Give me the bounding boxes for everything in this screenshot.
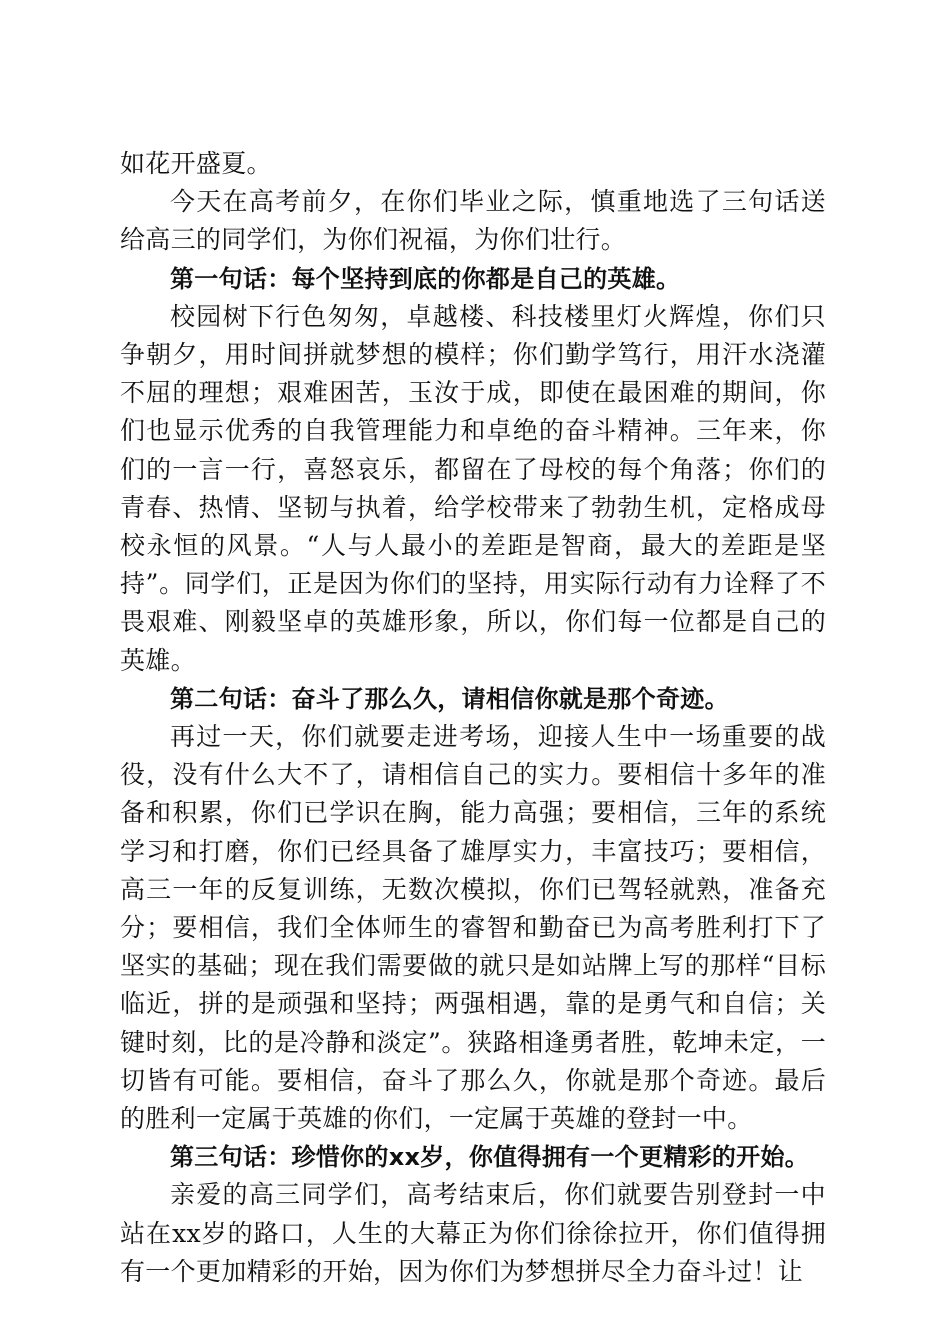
paragraph-intro: 今天在高考前夕，在你们毕业之际，慎重地选了三句话送给高三的同学们，为你们祝福，为你们壮行。 <box>120 187 826 255</box>
document-body <box>120 145 826 1291</box>
heading-second-sentence: 第二句话：奋斗了那么久，请相信你就是那个奇迹。 <box>170 684 729 713</box>
heading-third-sentence: 第三句话：珍惜你的xx岁，你值得拥有一个更精彩的开始。 <box>170 1143 810 1172</box>
paragraph-second-body: 再过一天，你们就要走进考场，迎接人生中一场重要的战役，没有什么大不了，请相信自己的实力。要相信十多年的准备和积累，你们已学识在胸，能力高强；要相信，三年的系统学习和打磨，你们已经具备了雄厚实力，丰富技巧；要相信，高三一年的反复训练，无数次模拟，你们已驾轻就熟，准备充分；要相信，我们全体师生的睿智和勤奋已为高考胜利打下了坚实的基础；现在我们需要做的就只是如站牌上写的那样“目标临近，拼的是顽强和坚持；两强相遇，靠的是勇气和自信；关键时刻，比的是冷静和淡定”。狭路相逢勇者胜，乾坤未定，一切皆有可能。要相信，奋斗了那么久，你就是那个奇迹。最后的胜利一定属于英雄的你们，一定属于英雄的登封一中。 <box>120 722 826 1134</box>
paragraph-first-body: 校园树下行色匆匆，卓越楼、科技楼里灯火辉煌，你们只争朝夕，用时间拼就梦想的模样；你们勤学笃行，用汗水浇灌不屈的理想；艰难困苦，玉汝于成，即使在最困难的期间，你们也显示优秀的自我管理能力和卓绝的奋斗精神。三年来，你们的一言一行，喜怒哀乐，都留在了母校的每个角落；你们的青春、热情、坚韧与执着，给学校带来了勃勃生机，定格成母校永恒的风景。“人与人最小的差距是智商，最大的差距是坚持”。同学们，正是因为你们的坚持，用实际行动有力诠释了不畏艰难、刚毅坚卓的英雄形象，所以，你们每一位都是自己的英雄。 <box>120 301 826 675</box>
heading-first-sentence: 第一句话：每个坚持到底的你都是自己的英雄。 <box>170 264 681 293</box>
paragraph-third-body: 亲爱的高三同学们，高考结束后，你们就要告别登封一中站在xx岁的路口，人生的大幕正为你们徐徐拉开，你们值得拥有一个更加精彩的开始，因为你们为梦想拼尽全力奋斗过！让 <box>120 1180 826 1286</box>
paragraph-continuation: 如花开盛夏。 <box>120 149 272 178</box>
